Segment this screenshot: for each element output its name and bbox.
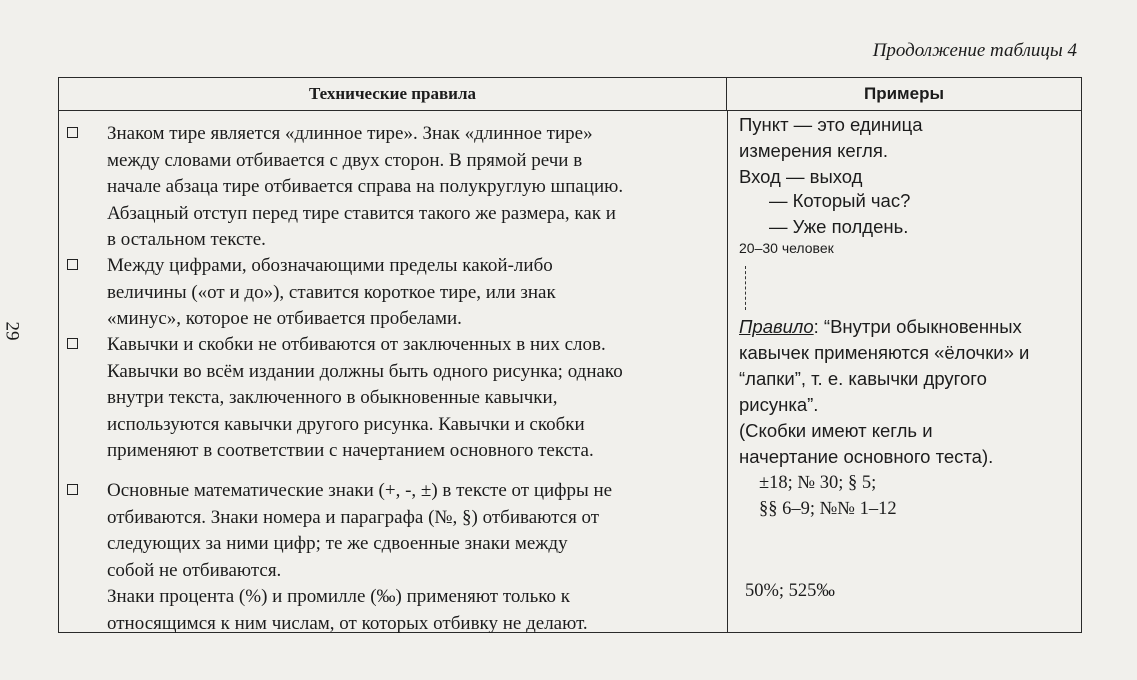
checkbox-icon — [67, 259, 78, 270]
example-dash — [739, 112, 923, 190]
example-line: кавычек применяются «ёлочки» и — [739, 342, 1030, 363]
rule-line: начале абзаца тире отбивается справа на полукруглую шпацию. — [107, 176, 624, 197]
rule-line: Знаком тире является «длинное тире». Знак «длинное тире» — [107, 123, 593, 144]
page-number: 29 — [1, 321, 23, 341]
rule-line: отбиваются. Знаки номера и параграфа (№, §) отбиваются от — [107, 506, 600, 528]
example-line: начертание основного теста). — [739, 446, 994, 467]
example-line: “лапки”, т. е. кавычки другого — [739, 368, 987, 389]
rule-line: применяют в соответствии с начертанием основного текста. — [107, 440, 594, 461]
rule-label: Правило — [739, 316, 814, 337]
example-dialogue — [769, 188, 910, 240]
example-line: : “Внутри обыкновенных — [813, 316, 1022, 337]
header-examples: Примеры — [727, 78, 1081, 111]
example-line: Пункт — это единица — [739, 114, 923, 135]
example-quotes — [739, 314, 1029, 470]
rules-table — [58, 77, 1082, 633]
rule-line: Кавычки и скобки не отбиваются от заключенных в них слов. — [107, 334, 606, 355]
example-line: §§ 6–9; №№ 1–12 — [759, 499, 897, 519]
example-line: — Уже полдень. — [769, 216, 909, 237]
indent-marker — [745, 266, 746, 310]
example-line: ±18; № 30; § 5; — [759, 473, 877, 493]
rule-line: Основные математические знаки (+, -, ±) в тексте от цифры не — [107, 480, 613, 501]
rule-line: величины («от и до»), ставится короткое тире, или знак — [107, 281, 556, 303]
rule-line: Знаки процента (%) и промилле (‰) применяют только к — [107, 586, 571, 607]
rule-line: используются кавычки другого рисунка. Кавычки и скобки — [107, 413, 585, 435]
column-divider — [727, 111, 728, 632]
rule-line: следующих за ними цифр; те же сдвоенные знаки между — [107, 533, 568, 554]
rule-line: внутри текста, заключенного в обыкновенные кавычки, — [107, 387, 558, 408]
rule-line: между словами отбивается с двух сторон. В прямой речи в — [107, 149, 583, 171]
checkbox-icon — [67, 127, 78, 138]
example-range: 20–30 человек — [739, 240, 834, 256]
example-line: Вход — выход — [739, 166, 863, 187]
rule-line: Между цифрами, обозначающими пределы какой-либо — [107, 255, 553, 276]
rule-line: Абзацный отступ перед тире ставится такого же размера, как и — [107, 202, 616, 224]
checkbox-icon — [67, 338, 78, 349]
example-line: (Скобки имеют кегль и — [739, 420, 933, 441]
rule-line: Кавычки во всём издании должны быть одного рисунка; однако — [107, 360, 623, 382]
example-line: рисунка”. — [739, 394, 819, 415]
rule-line: собой не отбиваются. — [107, 559, 282, 581]
example-math — [759, 470, 897, 522]
table-caption: Продолжение таблицы 4 — [872, 40, 1077, 61]
rule-line: в остальном тексте. — [107, 229, 266, 250]
checkbox-icon — [67, 484, 78, 495]
rule-line: относящимся к ним числам, от которых отбивку не делают. — [107, 612, 588, 634]
header-rules: Технические правила — [59, 78, 727, 111]
example-line: — Который час? — [769, 190, 911, 211]
example-percent: 50%; 525‰ — [745, 581, 835, 601]
example-line: измерения кегля. — [739, 140, 888, 161]
rule-line: «минус», которое не отбивается пробелами. — [107, 308, 462, 329]
